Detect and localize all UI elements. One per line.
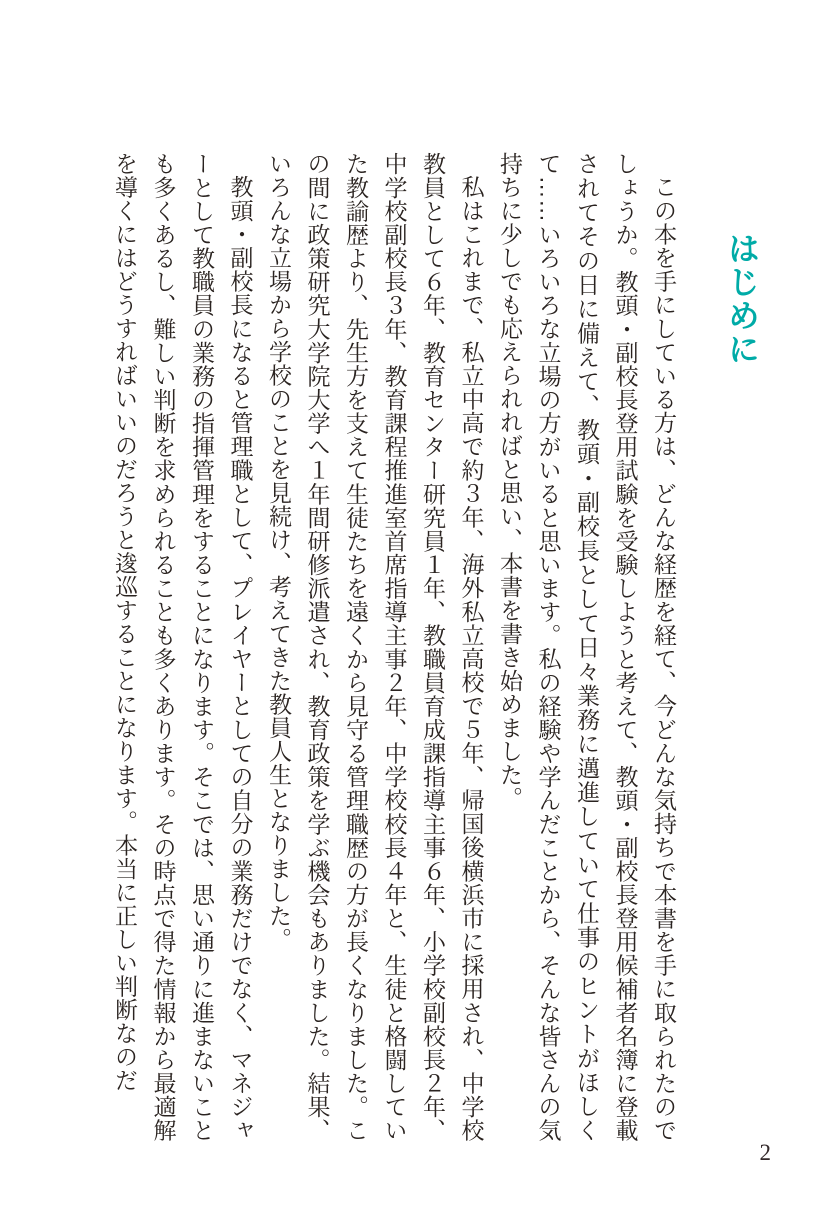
page-title: はじめに	[724, 232, 760, 366]
preface-content	[106, 152, 762, 1142]
page-number: 2	[759, 1140, 771, 1165]
paragraph-2: 私はこれまで、私立中高で約３年、海外私立高校で５年、帰国後横浜市に採用され、中学校教員として６年、教育センター研究員１年、教職員育成課指導主事６年、小学校副校長２年、中学校副校長３年、教育課程推進室首席指導主事２年、中学校校長４年と、生徒と格闘していた教諭歴より、先生方を支えて生徒たちを遠くから見守る管理職歴の方が長くなりました。この間に政策研究大学院大学へ１年間研修派遣され、教育政策を学ぶ機会もありました。結果、いろんな立場から学校のことを見続け、考えてきた教員人生となりました。	[266, 152, 485, 1143]
paragraph-1: この本を手にしている方は、どんな経歴を経て、今どんな気持ちで本書を手に取られたのでしょうか。教頭・副校長登用試験を受験しようと考えて、教頭・副校長登用候補者名簿に登載されてその日に備えて、教頭・副校長として日々業務に邁進していて仕事のヒントがほしくて……いろいろな立場の方がいると思います。私の経験や学んだことから、そんな皆さんの気持ちに少しでも応えられればと思い、本書を書き始めました。	[497, 152, 677, 1143]
paragraph-3: 教頭・副校長になると管理職として、プレイヤーとしての自分の業務だけでなく、マネジャーとして教職員の業務の指揮管理をすることになります。そこでは、思い通りに進まないことも多くあるし、難しい判断を求められることも多くあります。その時点で得た情報から最適解を導くにはどうすればいいのだろうと逡巡することになります。本当に正しい判断なのだ	[112, 152, 254, 1143]
